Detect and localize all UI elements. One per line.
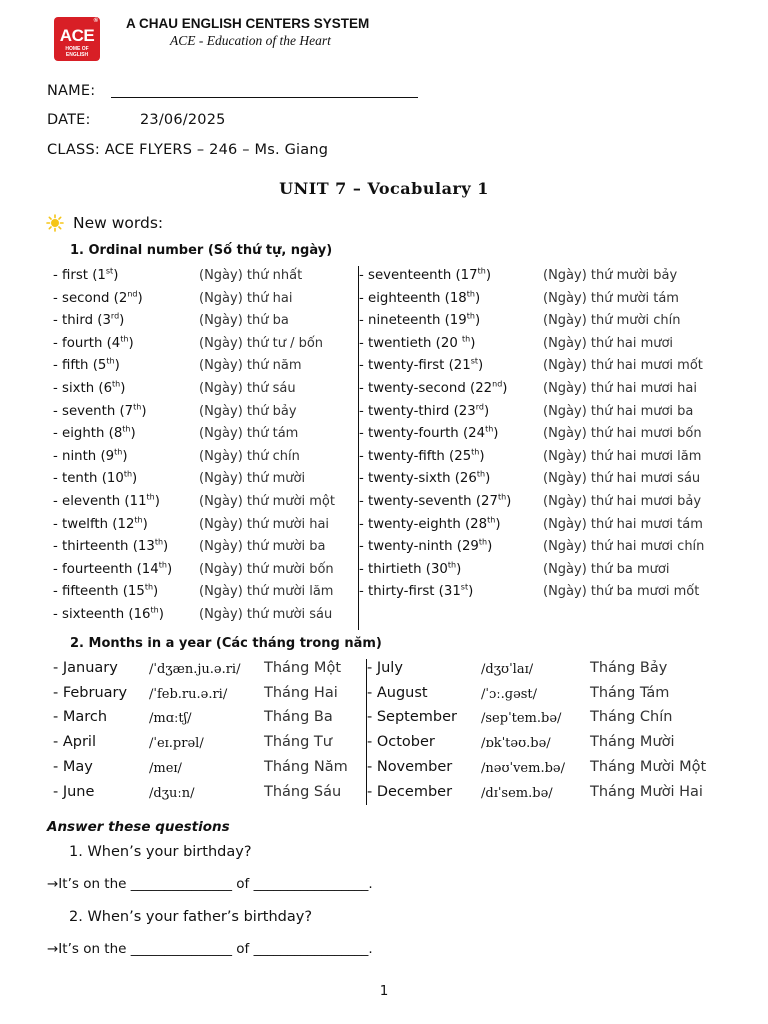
ordinal-suffix: th (154, 537, 164, 547)
ordinal-row (53, 584, 158, 599)
ordinal-close: ) (456, 561, 462, 577)
ordinal-suffix: th (487, 515, 496, 525)
ordinal-close: ) (483, 403, 490, 419)
month-vietnamese: Tháng Bảy (590, 660, 668, 676)
ordinal-suffix: th (485, 424, 494, 434)
ordinal-close: ) (479, 448, 485, 464)
ordinal-word: - ninth (9 (53, 448, 115, 464)
ordinal-vietnamese: (Ngày) thứ ba (199, 313, 289, 329)
ordinal-word: - fourth (4 (53, 335, 121, 351)
ordinal-close: ) (142, 516, 148, 532)
ordinal-suffix: th (497, 492, 507, 502)
ordinal-vietnamese: (Ngày) thứ bảy (199, 403, 297, 419)
ordinal-vietnamese: (Ngày) thứ hai mươi hai (543, 381, 697, 396)
ordinal-row (359, 494, 511, 509)
ordinal-suffix: st (470, 356, 478, 366)
ordinal-suffix: th (158, 560, 167, 570)
ordinal-close: ) (132, 471, 138, 487)
ordinal-close: ) (158, 607, 164, 622)
month-vietnamese: Tháng Hai (264, 684, 338, 701)
ordinal-suffix: nd (127, 289, 138, 299)
ordinal-vietnamese: (Ngày) thứ tám (199, 426, 299, 442)
ordinal-suffix: th (466, 311, 475, 321)
ordinal-row (53, 562, 172, 577)
ordinal-suffix: th (120, 334, 129, 344)
ordinal-vietnamese: (Ngày) thứ hai mươi lăm (543, 448, 702, 464)
ordinal-vietnamese: (Ngày) thứ hai mươi bảy (543, 494, 702, 509)
ordinal-row (359, 471, 490, 486)
ordinal-row (359, 358, 483, 373)
ordinal-suffix: rd (475, 402, 484, 412)
ordinal-suffix: th (144, 582, 154, 592)
ordinal-suffix: th (123, 469, 133, 479)
ordinal-vietnamese: (Ngày) thứ mười bốn (199, 561, 334, 577)
month-vietnamese: Tháng Tám (590, 684, 670, 701)
ordinal-suffix: th (114, 447, 123, 457)
ordinal-close: ) (495, 516, 501, 532)
month-ipa: /sepˈtem.bə/ (481, 711, 562, 727)
ordinal-vietnamese: (Ngày) thứ mười sáu (199, 607, 333, 622)
month-ipa: /ˈeɪ.prəl/ (149, 736, 204, 752)
ordinal-word: - twenty-second (22 (359, 381, 493, 396)
ordinal-vietnamese: (Ngày) thứ chín (199, 448, 300, 464)
ordinal-row (53, 404, 147, 419)
month-name: - July (367, 660, 403, 676)
ordinal-vietnamese: (Ngày) thứ hai (199, 290, 293, 306)
ordinal-close: ) (119, 313, 125, 329)
sun-icon (46, 214, 64, 232)
month-vietnamese: Tháng Mười (590, 734, 675, 751)
ordinal-close: ) (485, 471, 491, 487)
ordinal-close: ) (493, 426, 499, 442)
ordinal-vietnamese: (Ngày) thứ hai mươi ba (543, 403, 694, 419)
ordinal-row (53, 313, 124, 328)
ordinal-close: ) (141, 403, 147, 419)
ordinal-word: - twenty-first (21 (359, 358, 471, 374)
month-ipa: /ˈfeb.ru.ə.ri/ (149, 686, 228, 702)
month-ipa: /dʒʊˈlaɪ/ (481, 662, 534, 677)
month-ipa: /nəʊˈvem.bə/ (481, 760, 565, 776)
ordinal-close: ) (487, 539, 493, 555)
ordinal-vietnamese: (Ngày) thứ hai mươi (543, 335, 674, 351)
month-name: - January (53, 660, 118, 676)
ordinal-row (53, 426, 136, 441)
ordinal-suffix: st (460, 582, 469, 592)
ordinal-vietnamese: (Ngày) thứ mười hai (199, 516, 330, 532)
organization-name: A CHAU ENGLISH CENTERS SYSTEM (126, 16, 370, 31)
ordinal-vietnamese: (Ngày) thứ mười (199, 471, 306, 487)
ordinal-suffix: th (471, 447, 480, 457)
month-vietnamese: Tháng Một (264, 660, 342, 676)
ordinal-row (359, 562, 461, 577)
month-name: - December (367, 783, 453, 800)
ordinal-suffix: th (150, 605, 159, 615)
unit-title: UNIT 7 – Vocabulary 1 (279, 179, 489, 198)
ordinal-row (53, 358, 120, 373)
ordinal-close: ) (114, 358, 120, 374)
ordinal-suffix: th (134, 515, 143, 525)
question-number: 2. (69, 909, 83, 925)
organization-motto: ACE - Education of the Heart (170, 33, 331, 48)
ordinal-vietnamese: (Ngày) thứ mười lăm (199, 584, 334, 600)
ordinal-word: - sixteenth (16 (53, 607, 151, 622)
ordinal-word: - thirtieth (30 (359, 561, 448, 577)
ordinal-row (53, 517, 148, 532)
ordinal-word: - fourteenth (14 (53, 561, 159, 577)
ordinal-word: - third (3 (53, 313, 111, 329)
answer-line-1[interactable]: →It’s on the _______________ of _________________. (47, 876, 373, 892)
month-ipa: /meɪ/ (149, 760, 182, 776)
ordinal-row (53, 471, 137, 486)
ordinal-word: - tenth (10 (53, 471, 124, 487)
ordinal-vietnamese: (Ngày) thứ mười tám (543, 290, 679, 306)
month-name: - September (367, 709, 457, 726)
ordinal-close: ) (122, 448, 128, 464)
ordinal-close: ) (154, 494, 160, 509)
ordinal-vietnamese: (Ngày) thứ ba mươi mốt (543, 584, 700, 600)
ordinal-word: - nineteenth (19 (359, 313, 467, 329)
ordinal-row (359, 426, 498, 441)
ordinal-row (359, 291, 480, 306)
ordinal-close: ) (137, 290, 143, 306)
ordinal-row (359, 584, 473, 599)
month-ipa: /mɑːtʃ/ (149, 711, 192, 727)
ordinal-close: ) (478, 358, 484, 374)
ordinal-vietnamese: (Ngày) thứ ba mươi (543, 561, 670, 577)
ordinal-suffix: st (105, 266, 114, 276)
page-number: 1 (379, 983, 389, 999)
date-value: 23/06/2025 (140, 112, 226, 128)
month-vietnamese: Tháng Mười Một (590, 758, 707, 775)
ordinal-vietnamese: (Ngày) thứ hai mươi tám (543, 516, 703, 532)
ordinal-vietnamese: (Ngày) thứ năm (199, 358, 302, 374)
ordinal-close: ) (502, 381, 508, 396)
ordinal-close: ) (120, 381, 126, 396)
ordinal-word: - eighth (8 (53, 426, 123, 442)
new-words-heading: New words: (73, 214, 164, 232)
ordinal-row (359, 336, 475, 351)
ordinal-word: - twenty-seventh (27 (359, 494, 498, 509)
ordinal-word: - eleventh (11 (53, 494, 147, 509)
ordinal-word: - thirty-first (31 (359, 584, 461, 600)
ordinal-close: ) (485, 268, 492, 283)
ordinal-close: ) (468, 584, 474, 600)
ordinal-suffix: th (476, 469, 486, 479)
ordinal-word: - seventh (7 (53, 403, 134, 419)
month-vietnamese: Tháng Chín (590, 709, 673, 726)
month-name: - August (367, 684, 428, 701)
question-number: 1. (69, 844, 83, 860)
question-1 (69, 844, 252, 860)
ordinal-word: - twelfth (12 (53, 516, 135, 532)
ordinal-word: - eighteenth (18 (359, 290, 467, 306)
ordinal-word: - twenty-ninth (29 (359, 539, 479, 555)
ordinal-row (53, 494, 160, 509)
ordinal-close: ) (474, 290, 481, 306)
ordinal-vietnamese: (Ngày) thứ mười ba (199, 539, 326, 555)
ordinal-suffix: rd (110, 311, 120, 321)
ordinal-close: ) (153, 584, 159, 600)
month-name: - May (53, 758, 93, 775)
ordinal-suffix: th (112, 379, 121, 389)
ordinal-vietnamese: (Ngày) thứ hai mươi chín (543, 539, 705, 555)
ordinal-close: ) (470, 335, 476, 351)
ordinal-row (359, 268, 491, 283)
ordinal-row (53, 268, 118, 283)
month-vietnamese: Tháng Ba (264, 709, 333, 726)
month-ipa: /dɪˈsem.bə/ (481, 785, 553, 801)
ordinal-close: ) (163, 539, 169, 555)
ordinal-row (359, 381, 507, 396)
ordinal-row (359, 539, 492, 554)
logo-subtext: HOME OF ENGLISH (65, 46, 89, 58)
ordinal-word: - second (2 (53, 290, 128, 306)
month-ipa: /dʒuːn/ (149, 785, 195, 801)
ordinal-word: - sixth (6 (53, 381, 113, 396)
ordinal-suffix: th (462, 334, 471, 344)
month-name: - March (53, 709, 108, 726)
ordinal-row (359, 313, 480, 328)
section-ordinal-title: 1. Ordinal number (Số thứ tự, ngày) (70, 243, 333, 258)
ordinal-word: - twenty-eighth (28 (359, 516, 488, 532)
question-text: When’s your birthday? (87, 844, 252, 860)
class-info: CLASS: ACE FLYERS – 246 – Ms. Giang (47, 142, 329, 158)
ordinal-row (53, 291, 143, 306)
ordinal-word: - thirteenth (13 (53, 539, 155, 555)
month-name: - November (367, 758, 453, 775)
ordinal-close: ) (130, 426, 136, 442)
section-months-title: 2. Months in a year (Các tháng trong năm) (70, 636, 382, 651)
ordinal-suffix: th (478, 537, 488, 547)
month-ipa: /ˈɔː.ɡəst/ (481, 686, 538, 702)
month-vietnamese: Tháng Mười Hai (590, 783, 703, 800)
ordinal-row (359, 517, 501, 532)
name-label: NAME: (47, 83, 96, 99)
ordinal-word: - first (1 (53, 268, 106, 283)
ordinal-vietnamese: (Ngày) thứ hai mươi sáu (543, 471, 701, 487)
ordinal-suffix: nd (492, 379, 503, 389)
name-field-line[interactable] (111, 97, 418, 98)
ordinal-word: - fifteenth (15 (53, 584, 145, 600)
ordinal-word: - twenty-fourth (24 (359, 426, 486, 442)
question-text: When’s your father’s birthday? (87, 909, 313, 925)
ordinal-close: ) (506, 494, 512, 509)
ordinal-suffix: th (447, 560, 457, 570)
month-vietnamese: Tháng Sáu (264, 783, 342, 800)
ordinal-row (53, 381, 125, 396)
ordinal-row (53, 449, 128, 464)
ordinal-row (53, 539, 168, 554)
ordinal-vietnamese: (Ngày) thứ tư / bốn (199, 335, 324, 351)
month-vietnamese: Tháng Năm (264, 758, 348, 775)
ordinal-close: ) (474, 313, 481, 329)
ace-logo: ® ACE HOME OF ENGLISH (54, 17, 100, 61)
ordinal-word: - twentieth (20 (359, 335, 463, 351)
date-label: DATE: (47, 112, 91, 128)
ordinal-suffix: th (106, 356, 115, 366)
ordinal-suffix: th (466, 289, 475, 299)
ordinal-suffix: th (122, 424, 131, 434)
ordinal-suffix: th (477, 266, 486, 276)
ordinal-row (359, 449, 485, 464)
ordinal-vietnamese: (Ngày) thứ mười một (199, 494, 335, 509)
logo-text: ACE (59, 26, 95, 45)
ordinal-suffix: th (133, 402, 142, 412)
month-vietnamese: Tháng Tư (264, 734, 332, 751)
answer-section-title: Answer these questions (47, 819, 230, 835)
ordinal-row (53, 336, 134, 351)
months-divider (366, 659, 367, 805)
question-2 (69, 909, 312, 925)
month-name: - October (367, 734, 435, 751)
ordinal-close: ) (166, 561, 173, 577)
ordinal-close: ) (113, 268, 119, 283)
month-name: - February (53, 684, 128, 701)
ordinal-vietnamese: (Ngày) thứ nhất (199, 268, 303, 283)
month-name: - April (53, 734, 96, 751)
ordinal-row (53, 607, 164, 622)
month-ipa: /ɒkˈtəʊ.bə/ (481, 736, 551, 752)
ordinal-row (359, 404, 489, 419)
ordinal-word: - fifth (5 (53, 358, 107, 374)
month-name: - June (53, 783, 95, 800)
ordinal-vietnamese: (Ngày) thứ mười bảy (543, 268, 678, 283)
ordinal-close: ) (128, 335, 134, 351)
ordinal-word: - twenty-third (23 (359, 403, 476, 419)
answer-line-2[interactable]: →It’s on the _______________ of _________________. (47, 941, 373, 957)
ordinal-vietnamese: (Ngày) thứ hai mươi bốn (543, 426, 702, 442)
ordinal-word: - twenty-sixth (26 (359, 471, 477, 487)
ordinal-vietnamese: (Ngày) thứ sáu (199, 381, 296, 396)
ordinals-divider (358, 266, 359, 630)
ordinal-suffix: th (146, 492, 155, 502)
month-ipa: /ˈdʒæn.ju.ə.ri/ (149, 662, 241, 677)
ordinal-word: - twenty-fifth (25 (359, 448, 472, 464)
ordinal-vietnamese: (Ngày) thứ mười chín (543, 313, 681, 329)
ordinal-word: - seventeenth (17 (359, 268, 478, 283)
ordinal-vietnamese: (Ngày) thứ hai mươi mốt (543, 358, 703, 374)
